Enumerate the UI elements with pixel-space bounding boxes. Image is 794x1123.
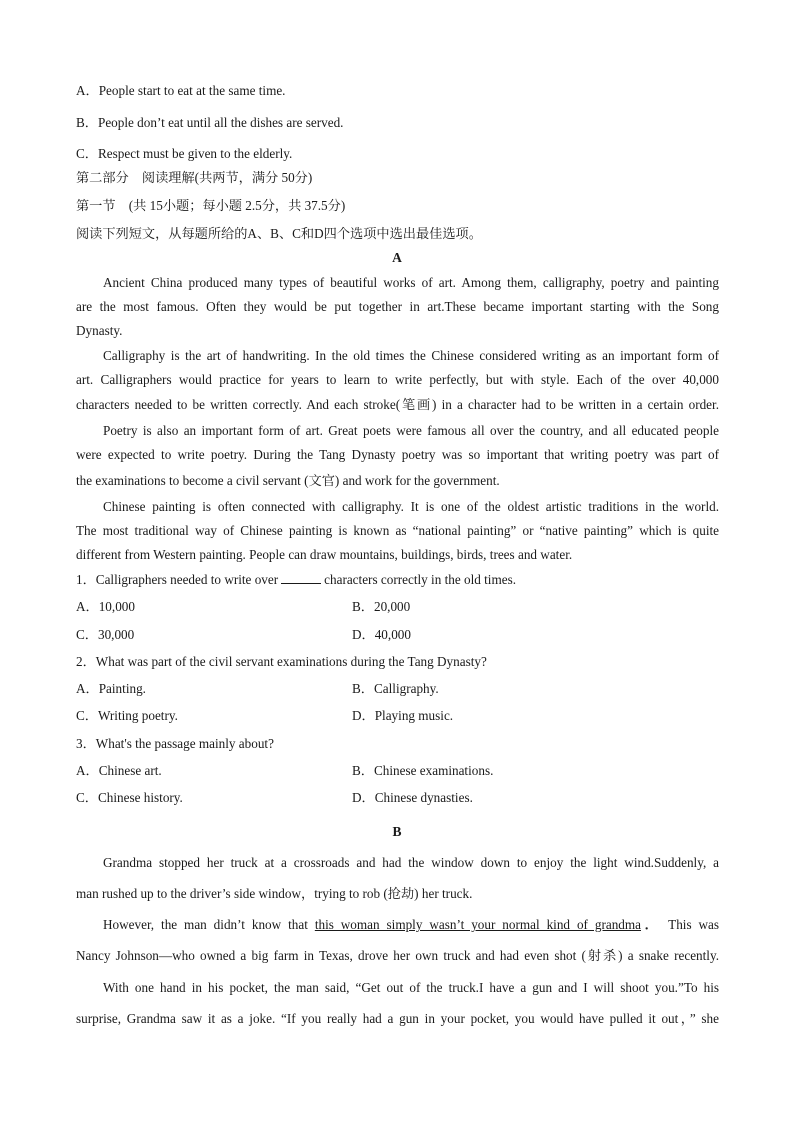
prev-option-a: A．People start to eat at the same time. xyxy=(76,83,286,98)
question-2-option-c: C．Writing poetry. xyxy=(76,708,178,723)
question-1-stem-end: characters correctly in the old times. xyxy=(324,572,517,587)
passage-a-heading: A xyxy=(392,250,402,265)
question-3-option-d: D．Chinese dynasties. xyxy=(352,790,473,805)
question-2-option-d: D．Playing music. xyxy=(352,708,454,723)
passage-a-line: The most traditional way of Chinese painting is known as “national painting” or “native painting” which is quite xyxy=(76,523,719,538)
passage-a-line: are the most famous. Often they would be put together in art.These became important starting with the Song xyxy=(76,299,719,314)
passage-b-line: man rushed up to the driver’s side window，trying to rob (抢劫) her truck. xyxy=(76,886,473,901)
passage-a-line: Calligraphy is the art of handwriting. In the old times the Chinese considered writing as an important form of xyxy=(103,348,719,363)
question-3-option-b: B．Chinese examinations. xyxy=(352,763,494,778)
question-1-option-b: B．20,000 xyxy=(352,599,411,614)
question-3-option-c: C．Chinese history. xyxy=(76,790,183,805)
instruction: 阅读下列短文，从每题所给的A、B、C和D四个选项中选出最佳选项。 xyxy=(76,226,482,241)
question-2-stem: 2．What was part of the civil servant examinations during the Tang Dynasty? xyxy=(76,654,487,669)
passage-a-line: Dynasty. xyxy=(76,323,123,338)
passage-a-line: art. Calligraphers would practice for years to learn to write perfectly, but with style. Each of the over 40,000 xyxy=(76,372,719,387)
prev-option-c: C．Respect must be given to the elderly. xyxy=(76,146,293,161)
passage-b-line: With one hand in his pocket, the man said, “Get out of the truck.I have a gun and I will shoot you.”To his xyxy=(103,980,719,995)
section1-title: 第一节 (共 15小题；每小题 2.5分，共 37.5分) xyxy=(76,198,346,213)
passage-a-line: characters needed to be written correctly. And each stroke(笔画) in a character had to be written in a certain order. xyxy=(76,397,719,412)
question-1-stem xyxy=(76,571,516,589)
passage-b-line: Nancy Johnson—who owned a big farm in Texas, drove her own truck and had even shot (射杀) a snake recently. xyxy=(76,948,719,963)
passage-a-line: were expected to write poetry. During the Tang Dynasty poetry was so important that writing poetry was part of xyxy=(76,447,719,462)
question-1-option-d: D．40,000 xyxy=(352,627,411,642)
passage-b-line xyxy=(103,916,719,934)
prev-option-b: B．People don’t eat until all the dishes are served. xyxy=(76,115,344,130)
period-mark: ． xyxy=(641,917,662,932)
question-3-option-a: A．Chinese art. xyxy=(76,763,162,778)
passage-b-line3-end: This was xyxy=(668,917,720,932)
passage-b-line: surprise, Grandma saw it as a joke. “If you really had a gun in your pocket, you would have pulled it out，” she xyxy=(76,1011,719,1026)
passage-b-heading: B xyxy=(392,824,402,839)
question-3-stem: 3．What's the passage mainly about? xyxy=(76,736,274,751)
part2-title: 第二部分 阅读理解(共两节，满分 50分) xyxy=(76,170,313,185)
passage-a-line: Poetry is also an important form of art. Great poets were famous all over the country, and all educated people xyxy=(103,423,719,438)
passage-a-line: the examinations to become a civil servant (文官) and work for the government. xyxy=(76,473,500,488)
passage-b-line3-start: However, the man didn’t know that xyxy=(103,917,308,932)
question-1-stem-start: 1．Calligraphers needed to write over xyxy=(76,572,279,587)
passage-a-line: Chinese painting is often connected with calligraphy. It is one of the oldest artistic traditions in the world. xyxy=(103,499,719,514)
question-1-option-c: C．30,000 xyxy=(76,627,135,642)
question-1-option-a: A．10,000 xyxy=(76,599,135,614)
passage-a-line: Ancient China produced many types of beautiful works of art. Among them, calligraphy, poetry and painting xyxy=(103,275,719,290)
passage-b-line: Grandma stopped her truck at a crossroads and had the window down to enjoy the light wind.Suddenly, a xyxy=(103,855,719,870)
question-2-option-a: A．Painting. xyxy=(76,681,146,696)
answer-blank xyxy=(281,571,321,584)
passage-a-line: different from Western painting. People can draw mountains, buildings, birds, trees and water. xyxy=(76,547,573,562)
underlined-phrase: this woman simply wasn’t your normal kind of grandma xyxy=(314,917,641,932)
question-2-option-b: B．Calligraphy. xyxy=(352,681,439,696)
